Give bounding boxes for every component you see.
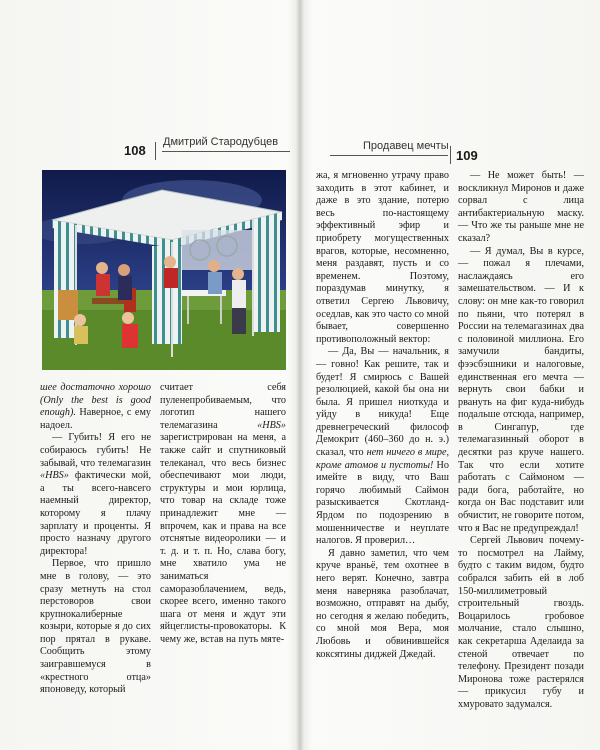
paragraph: — Губить! Я его не собираюсь губить! Не забывай, что телемагазин «HBS» фактически мой, а ты всего-навсего наемный директор, которому я плачу зарплату и проценты. Я просто назначу другого директора! [40,432,151,557]
right-header-divider [450,146,451,164]
left-running-head: Дмитрий Стародубцев [163,136,279,148]
left-page-column-2 [160,382,286,732]
emphasis-text: «HBS» [257,419,286,431]
paragraph: Первое, что пришло мне в голову, — это сразу метнуть на стол перстоворов свои крупнокалиберные козыри, которые я до сих пор прятал в рукаве. Сообщить этому заигравшемуся в «крестного отца» японоведу, который [40,558,151,696]
right-running-head: Продавец мечты [363,140,449,152]
paragraph: считает себя пуленепробиваемым, что логотип нашего телемагазина «HBS» зарегистрирован на меня, а также сайт и спутниковый телеканал, что весь бизнес обеспечивают мои люди, структуры и мои юрлица, что товар на складе тоже принадлежит мне — впрочем, как и права на все отснятые видеоролики — и т. д. и т. п. Но, слава богу, мне хватило ума не заниматься саморазоблачением, ведь, скорее всего, именно такого шага от меня и ждут эти яйцеглисты-провокаторы. К чему же, встав на путь мяте- [160,382,286,645]
left-header-divider [155,142,156,160]
right-page-number: 109 [456,148,478,163]
right-page-column-1 [316,170,449,730]
paragraph: — Да, Вы — начальник, я — говно! Как решите, так и будет! Я смирюсь с Вашей резолюцией, какой бы она ни была. Я пришел ниоткуда и уйду в никуда! Еще древнегреческий философ Демокрит (460–360 до н. э.) сказал, что нет ничего в мире, кроме атомов и пустоты! Но имейте в виду, что Ваш горячо любимый Саймон разыскивается Скотланд-Ярдом по подозрению в мошенничестве и неуплате налогов. Я проверил… [316,346,450,547]
paragraph: — Я думал, Вы в курсе, — пожал я плечами, наслаждаясь его замешательством. — И к слову: он мне как-то говорил по пьяни, что потерял в России на телемагазинах два с половиной миллиона. Его замучили бандиты, фээсбэшники и налоговые, единственная его мечта — вернуть свои бабки и рвануть на фиг куда-нибудь подальше отсюда, например, в Сингапур, где телемагазинный оборот в десятки раз круче нашего. Так что если хотите работать с Саймоном — ради бога, работайте, но когда он Вас подставит или обчистит, не говорите потом, что я Вас не предупреждал! [458,245,584,534]
paragraph: жа, я мгновенно утрачу право заходить в этот кабинет, и даже в это здание, потерю весь по-настоящему эффективный эфир и приобрету могущественных врагов, которые, несомненно, меня раздавят, пусть и со временем. Поэтому, пораздумав минутку, я ответил Сергею Львовичу, оседлав, как это часто со мной бывает, совершенно противоположный вектор: [316,170,449,345]
right-header-rule [330,155,448,156]
paragraph: Я давно заметил, что чем круче враньё, тем охотнее в него верят. Конечно, завтра меня наверняка разоблачат, возможно, отправят на дыбу, но сегодня я желаю победить, со мной моя Вера, моя Любовь и обвинившейся коксятины диджей Джедай. [316,547,449,660]
tent-photo [42,170,286,370]
emphasis-text: шее достаточно хорошо (Only the best is good enough). [40,382,151,419]
emphasis-text: нет ничего в мире, кроме атомов и пустоты! [316,447,450,471]
paragraph: — Не может быть! — воскликнул Миронов и даже сорвал с лица антибактериальную маску. — Что же ты раньше мне не сказал? [458,170,584,244]
tent-photo-illustration [42,170,286,370]
paragraph: шее достаточно хорошо (Only the best is good enough). Наверное, с ему надоел. [40,382,151,431]
emphasis-text: «HBS» [40,470,69,482]
left-page-number: 108 [124,143,146,158]
left-page-column-1 [40,382,151,732]
right-page-column-2 [458,170,584,730]
book-gutter [296,0,304,750]
paragraph: Сергей Львович почему-то посмотрел на Лайму, будто с таким видом, будто собрался забить ей в лоб 150-миллиметровый строительный гвоздь. Воцарилось гробовое молчание, стало слышно, как секретарша Аделаида за стеной отвечает по телефону. Президент позади Миронова тоже растерялся — прикусил губу и хмуровато задумался. [458,535,584,710]
left-header-rule [162,151,290,152]
